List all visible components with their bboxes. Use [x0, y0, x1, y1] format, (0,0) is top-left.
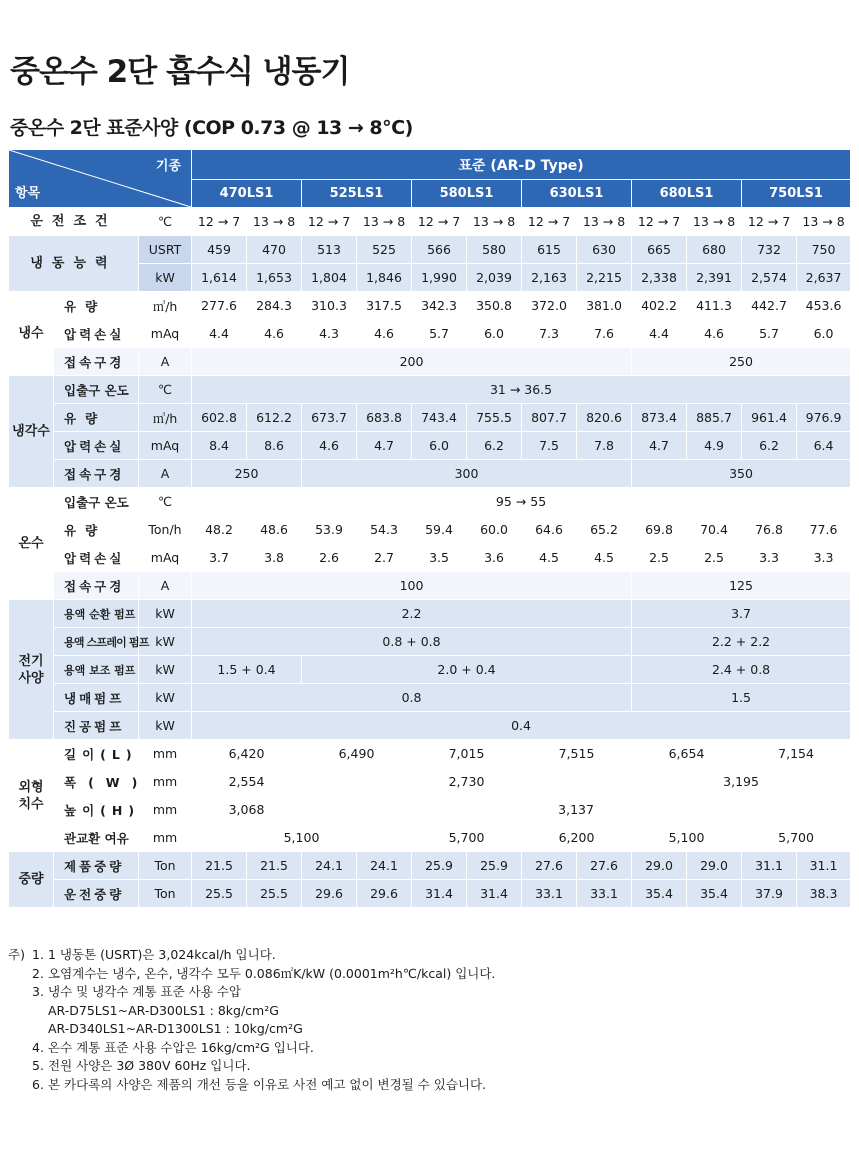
value-cell: 38.3 [797, 880, 851, 908]
unit-cell: ℃ [139, 208, 192, 236]
note-number: 1. [32, 947, 44, 962]
row-label: 길이(L) [54, 740, 139, 768]
value-cell: 680 [687, 236, 742, 264]
value-cell: 5,700 [742, 824, 851, 852]
row-label: 입출구 온도 [54, 376, 139, 404]
value-cell: 453.6 [797, 292, 851, 320]
value-cell: 612.2 [247, 404, 302, 432]
value-cell: 2.2 [192, 600, 632, 628]
row-dim-height [9, 796, 851, 824]
value-cell: 820.6 [577, 404, 632, 432]
unit-cell: A [139, 348, 192, 376]
value-cell: 755.5 [467, 404, 522, 432]
row-label: 유량 [54, 404, 139, 432]
value-cell: 673.7 [302, 404, 357, 432]
model-header: 630LS1 [522, 180, 632, 208]
value-cell: 6.2 [742, 432, 797, 460]
unit-cell: mm [139, 740, 192, 768]
row-label: 높이(H) [54, 796, 139, 824]
unit-cell: ㎥/h [139, 292, 192, 320]
row-label: 압력손실 [54, 432, 139, 460]
row-label: 입출구 온도 [54, 488, 139, 516]
value-cell: 1,846 [357, 264, 412, 292]
group-label-chilled: 냉수 [9, 292, 54, 376]
value-cell: 4.6 [302, 432, 357, 460]
unit-cell: mAq [139, 432, 192, 460]
value-cell: 60.0 [467, 516, 522, 544]
value-cell: 25.9 [412, 852, 467, 880]
value-cell: 76.8 [742, 516, 797, 544]
value-cell: 6,420 [192, 740, 302, 768]
value-cell: 3.3 [797, 544, 851, 572]
group-label-electrical: 전기 사양 [9, 600, 54, 740]
value-cell: 630 [577, 236, 632, 264]
page-title: 중온수 2단 흡수식 냉동기 [10, 54, 350, 90]
value-cell: 250 [632, 348, 851, 376]
value-cell: 21.5 [247, 852, 302, 880]
value-cell: 6.2 [467, 432, 522, 460]
note-item [8, 946, 495, 965]
value-cell: 12 → 7 [742, 208, 797, 236]
unit-cell: Ton [139, 852, 192, 880]
value-cell: 25.5 [247, 880, 302, 908]
note-item [8, 1039, 495, 1058]
value-cell: 5.7 [742, 320, 797, 348]
value-cell: 3,137 [302, 796, 851, 824]
value-cell: 2,554 [192, 768, 302, 796]
value-cell: 13 → 8 [577, 208, 632, 236]
row-elec-aux [9, 656, 851, 684]
value-cell: 95 → 55 [192, 488, 851, 516]
value-cell: 6.0 [412, 432, 467, 460]
group-label-capacity: 냉동능력 [9, 236, 139, 292]
note-number: 4. [32, 1039, 44, 1055]
note-number: 5. [32, 1058, 44, 1073]
value-cell: 2.2 + 2.2 [632, 628, 851, 656]
value-cell: 1,653 [247, 264, 302, 292]
value-cell: 12 → 7 [302, 208, 357, 236]
value-cell: 513 [302, 236, 357, 264]
unit-cell: kW [139, 628, 192, 656]
value-cell: 732 [742, 236, 797, 264]
value-cell: 372.0 [522, 292, 577, 320]
spec-table [8, 149, 851, 908]
value-cell: 24.1 [302, 852, 357, 880]
value-cell: 6,490 [302, 740, 412, 768]
value-cell: 5,700 [412, 824, 522, 852]
row-label: 진공펌프 [54, 712, 139, 740]
value-cell: 31.4 [412, 880, 467, 908]
model-header: 750LS1 [742, 180, 851, 208]
corner-item-label: 항목 [15, 186, 41, 201]
value-cell: 27.6 [522, 852, 577, 880]
value-cell: 300 [302, 460, 632, 488]
group-label-hotwater: 온수 [9, 488, 54, 600]
row-label: 유량 [54, 292, 139, 320]
value-cell: 442.7 [742, 292, 797, 320]
value-cell: 7.5 [522, 432, 577, 460]
row-label: 제품중량 [54, 852, 139, 880]
value-cell: 31.1 [742, 852, 797, 880]
row-weight-product [9, 852, 851, 880]
value-cell: 2,163 [522, 264, 577, 292]
row-operating-condition [9, 208, 851, 236]
value-cell: 12 → 7 [412, 208, 467, 236]
value-cell: 2.0 + 0.4 [302, 656, 632, 684]
value-cell: 69.8 [632, 516, 687, 544]
value-cell: 5,100 [632, 824, 742, 852]
value-cell: 350.8 [467, 292, 522, 320]
value-cell: 3,068 [192, 796, 302, 824]
unit-cell: kW [139, 600, 192, 628]
note-item [8, 983, 495, 1002]
value-cell: 7,015 [412, 740, 522, 768]
row-elec-spray [9, 628, 851, 656]
value-cell: 54.3 [357, 516, 412, 544]
value-cell: 2,637 [797, 264, 851, 292]
value-cell: 4.6 [687, 320, 742, 348]
value-cell: 2.5 [632, 544, 687, 572]
row-label: 운전중량 [54, 880, 139, 908]
value-cell: 342.3 [412, 292, 467, 320]
value-cell: 37.9 [742, 880, 797, 908]
value-cell: 2,215 [577, 264, 632, 292]
note-text: 냉수 및 냉각수 계통 표준 사용 수압 [48, 984, 241, 999]
value-cell: 317.5 [357, 292, 412, 320]
note-text: 전원 사양은 3Ø 380V 60Hz 입니다. [48, 1058, 251, 1073]
value-cell: 3.3 [742, 544, 797, 572]
value-cell: 615 [522, 236, 577, 264]
value-cell: 8.4 [192, 432, 247, 460]
unit-cell: mm [139, 796, 192, 824]
row-label: 접속구경 [54, 348, 139, 376]
value-cell: 470 [247, 236, 302, 264]
unit-cell: USRT [139, 236, 192, 264]
row-hot-loss [9, 544, 851, 572]
group-label-dimensions: 외형 치수 [9, 740, 54, 852]
row-label: 용액 보조 펌프 [54, 656, 139, 684]
spec-table-container [8, 149, 851, 908]
unit-cell: kW [139, 684, 192, 712]
row-label: 운전조건 [9, 208, 139, 236]
value-cell: 6.0 [467, 320, 522, 348]
value-cell: 65.2 [577, 516, 632, 544]
value-cell: 25.9 [467, 852, 522, 880]
value-cell: 2,730 [302, 768, 632, 796]
note-text: AR-D340LS1~AR-D1300LS1 : 10kg/cm²G [48, 1021, 303, 1036]
row-cooling-flow [9, 404, 851, 432]
value-cell: 12 → 7 [632, 208, 687, 236]
value-cell: 566 [412, 236, 467, 264]
corner-model-label: 기종 [155, 159, 182, 174]
value-cell: 459 [192, 236, 247, 264]
note-text: AR-D75LS1~AR-D300LS1 : 8kg/cm²G [48, 1002, 279, 1018]
value-cell: 13 → 8 [467, 208, 522, 236]
value-cell: 7.6 [577, 320, 632, 348]
unit-cell: mm [139, 824, 192, 852]
value-cell: 277.6 [192, 292, 247, 320]
value-cell: 3.5 [412, 544, 467, 572]
value-cell: 53.9 [302, 516, 357, 544]
notes-list [8, 946, 495, 1094]
row-hot-conn [9, 572, 851, 600]
note-item [8, 1076, 495, 1095]
row-dim-length [9, 740, 851, 768]
row-hot-flow [9, 516, 851, 544]
value-cell: 31.4 [467, 880, 522, 908]
value-cell: 310.3 [302, 292, 357, 320]
value-cell: 4.6 [357, 320, 412, 348]
unit-cell: A [139, 572, 192, 600]
value-cell: 31 → 36.5 [192, 376, 851, 404]
value-cell: 6,200 [522, 824, 632, 852]
value-cell: 12 → 7 [192, 208, 247, 236]
value-cell: 665 [632, 236, 687, 264]
value-cell: 33.1 [522, 880, 577, 908]
row-label: 용액 순환 펌프 [54, 600, 139, 628]
row-label: 접속구경 [54, 460, 139, 488]
value-cell: 125 [632, 572, 851, 600]
value-cell: 77.6 [797, 516, 851, 544]
value-cell: 3.7 [632, 600, 851, 628]
value-cell: 4.4 [192, 320, 247, 348]
value-cell: 48.2 [192, 516, 247, 544]
value-cell: 4.3 [302, 320, 357, 348]
value-cell: 284.3 [247, 292, 302, 320]
note-item [8, 1057, 495, 1076]
value-cell: 683.8 [357, 404, 412, 432]
notes-lead: 주) [8, 947, 25, 962]
value-cell: 4.5 [522, 544, 577, 572]
note-text: 1 냉동톤 (USRT)은 3,024kcal/h 입니다. [48, 947, 276, 962]
value-cell: 1,614 [192, 264, 247, 292]
row-dim-width [9, 768, 851, 796]
row-elec-vac [9, 712, 851, 740]
value-cell: 2,039 [467, 264, 522, 292]
model-header: 580LS1 [412, 180, 522, 208]
note-subitem [8, 1002, 495, 1021]
value-cell: 7,515 [522, 740, 632, 768]
value-cell: 70.4 [687, 516, 742, 544]
value-cell: 29.6 [302, 880, 357, 908]
model-header: 470LS1 [192, 180, 302, 208]
unit-cell: mAq [139, 320, 192, 348]
value-cell: 750 [797, 236, 851, 264]
value-cell: 29.0 [632, 852, 687, 880]
row-label: 압력손실 [54, 320, 139, 348]
value-cell: 8.6 [247, 432, 302, 460]
value-cell: 12 → 7 [522, 208, 577, 236]
note-text: 오염계수는 냉수, 온수, 냉각수 모두 0.086㎡K/kW (0.0001m²h℃/kcal) 입니다. [48, 965, 496, 981]
value-cell: 27.6 [577, 852, 632, 880]
row-label: 관교환 여유 [54, 824, 139, 852]
value-cell: 0.8 [192, 684, 632, 712]
note-text: 온수 계통 표준 사용 수압은 16kg/cm²G 입니다. [48, 1039, 314, 1055]
row-hot-temp [9, 488, 851, 516]
unit-cell: kW [139, 656, 192, 684]
value-cell: 4.5 [577, 544, 632, 572]
value-cell: 3.6 [467, 544, 522, 572]
value-cell: 64.6 [522, 516, 577, 544]
value-cell: 250 [192, 460, 302, 488]
unit-cell: Ton/h [139, 516, 192, 544]
value-cell: 350 [632, 460, 851, 488]
value-cell: 402.2 [632, 292, 687, 320]
unit-cell: Ton [139, 880, 192, 908]
unit-cell: mm [139, 768, 192, 796]
value-cell: 0.4 [192, 712, 851, 740]
note-item [8, 965, 495, 984]
value-cell: 1,990 [412, 264, 467, 292]
table-corner [9, 150, 192, 208]
value-cell: 35.4 [632, 880, 687, 908]
value-cell: 873.4 [632, 404, 687, 432]
row-elec-refr [9, 684, 851, 712]
value-cell: 381.0 [577, 292, 632, 320]
value-cell: 580 [467, 236, 522, 264]
value-cell: 807.7 [522, 404, 577, 432]
value-cell: 4.7 [357, 432, 412, 460]
value-cell: 48.6 [247, 516, 302, 544]
value-cell: 1.5 [632, 684, 851, 712]
model-header: 680LS1 [632, 180, 742, 208]
value-cell: 29.6 [357, 880, 412, 908]
value-cell: 6.4 [797, 432, 851, 460]
note-number: 6. [32, 1076, 44, 1092]
row-label: 폭(W) [54, 768, 139, 796]
value-cell: 25.5 [192, 880, 247, 908]
value-cell: 35.4 [687, 880, 742, 908]
standard-type-header: 표준 (AR-D Type) [192, 150, 851, 180]
value-cell: 6,654 [632, 740, 742, 768]
row-chilled-conn [9, 348, 851, 376]
value-cell: 525 [357, 236, 412, 264]
unit-cell: kW [139, 264, 192, 292]
row-cooling-conn [9, 460, 851, 488]
value-cell: 602.8 [192, 404, 247, 432]
row-cooling-temp [9, 376, 851, 404]
value-cell: 2,391 [687, 264, 742, 292]
row-elec-circ [9, 600, 851, 628]
value-cell: 7.8 [577, 432, 632, 460]
value-cell: 4.4 [632, 320, 687, 348]
value-cell: 961.4 [742, 404, 797, 432]
header-row-standard [9, 150, 851, 180]
value-cell: 33.1 [577, 880, 632, 908]
value-cell: 2.6 [302, 544, 357, 572]
row-label: 유량 [54, 516, 139, 544]
value-cell: 7.3 [522, 320, 577, 348]
value-cell: 24.1 [357, 852, 412, 880]
value-cell: 100 [192, 572, 632, 600]
value-cell: 2.4 + 0.8 [632, 656, 851, 684]
spec-subtitle: 중온수 2단 표준사양 (COP 0.73 @ 13 → 8℃) [10, 117, 413, 139]
row-label: 용액 스프레이 펌프 [54, 628, 139, 656]
value-cell: 13 → 8 [247, 208, 302, 236]
value-cell: 5.7 [412, 320, 467, 348]
row-label: 압력손실 [54, 544, 139, 572]
row-label: 냉매펌프 [54, 684, 139, 712]
note-number: 3. [32, 984, 44, 999]
value-cell: 13 → 8 [797, 208, 851, 236]
model-header: 525LS1 [302, 180, 412, 208]
value-cell: 13 → 8 [357, 208, 412, 236]
value-cell: 4.7 [632, 432, 687, 460]
value-cell: 29.0 [687, 852, 742, 880]
value-cell: 2.7 [357, 544, 412, 572]
value-cell: 200 [192, 348, 632, 376]
row-chilled-flow [9, 292, 851, 320]
value-cell: 59.4 [412, 516, 467, 544]
row-capacity-usrt [9, 236, 851, 264]
value-cell: 2.5 [687, 544, 742, 572]
row-cooling-loss [9, 432, 851, 460]
value-cell: 6.0 [797, 320, 851, 348]
value-cell: 743.4 [412, 404, 467, 432]
value-cell: 7,154 [742, 740, 851, 768]
row-weight-operating [9, 880, 851, 908]
value-cell: 885.7 [687, 404, 742, 432]
unit-cell: ℃ [139, 488, 192, 516]
note-number: 2. [32, 965, 44, 981]
value-cell: 976.9 [797, 404, 851, 432]
value-cell: 5,100 [192, 824, 412, 852]
group-label-cooling: 냉각수 [9, 376, 54, 488]
value-cell: 2,338 [632, 264, 687, 292]
value-cell: 4.9 [687, 432, 742, 460]
unit-cell: kW [139, 712, 192, 740]
value-cell: 13 → 8 [687, 208, 742, 236]
row-chilled-loss [9, 320, 851, 348]
value-cell: 4.6 [247, 320, 302, 348]
value-cell: 3.8 [247, 544, 302, 572]
value-cell: 3,195 [632, 768, 851, 796]
value-cell: 31.1 [797, 852, 851, 880]
note-subitem [8, 1020, 495, 1039]
value-cell: 1,804 [302, 264, 357, 292]
row-dim-tube [9, 824, 851, 852]
unit-cell: ㎥/h [139, 404, 192, 432]
value-cell: 21.5 [192, 852, 247, 880]
unit-cell: ℃ [139, 376, 192, 404]
value-cell: 0.8 + 0.8 [192, 628, 632, 656]
unit-cell: mAq [139, 544, 192, 572]
unit-cell: A [139, 460, 192, 488]
value-cell: 2,574 [742, 264, 797, 292]
row-label: 접속구경 [54, 572, 139, 600]
value-cell: 1.5 + 0.4 [192, 656, 302, 684]
value-cell: 3.7 [192, 544, 247, 572]
note-text: 본 카다록의 사양은 제품의 개선 등을 이유로 사전 예고 없이 변경될 수 있습니다. [48, 1076, 487, 1092]
group-label-weight: 중량 [9, 852, 54, 908]
value-cell: 411.3 [687, 292, 742, 320]
